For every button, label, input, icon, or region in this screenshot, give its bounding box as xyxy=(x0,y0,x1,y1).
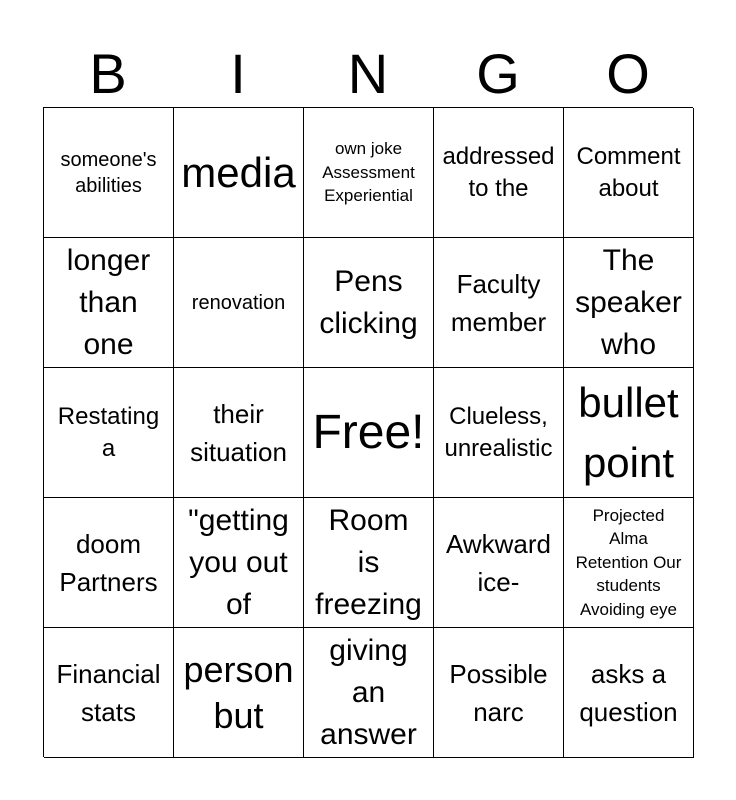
bingo-cell[interactable] xyxy=(44,368,174,498)
bingo-cell[interactable] xyxy=(434,238,564,368)
free-space-text: Free! xyxy=(312,405,425,459)
cell-text: Room is freezing xyxy=(315,503,422,621)
bingo-cell[interactable] xyxy=(564,628,694,758)
bingo-cell[interactable] xyxy=(434,498,564,628)
bingo-cell[interactable] xyxy=(304,108,434,238)
bingo-cell[interactable] xyxy=(304,238,434,368)
header-letter-n: N xyxy=(347,42,389,105)
cell-text: Pens clicking xyxy=(319,264,418,340)
cell-text: asks a question xyxy=(579,658,678,727)
bingo-cell[interactable] xyxy=(44,498,174,628)
cell-text: someone's abilities xyxy=(60,148,157,197)
bingo-cell[interactable] xyxy=(174,628,304,758)
cell-text: The speaker who xyxy=(575,243,682,361)
header-letter-i: I xyxy=(230,42,246,105)
bingo-board xyxy=(43,107,693,757)
bingo-cell[interactable] xyxy=(44,238,174,368)
cell-text: their situation xyxy=(190,398,287,467)
cell-text: Projected Alma Retention Our students Avoiding eye xyxy=(575,505,682,619)
cell-text: giving an answer xyxy=(320,633,417,751)
bingo-cell[interactable] xyxy=(44,108,174,238)
bingo-cell[interactable] xyxy=(434,368,564,498)
header-letter-g: G xyxy=(476,42,520,105)
bingo-cell[interactable] xyxy=(434,628,564,758)
cell-text: "getting you out of xyxy=(188,503,289,621)
header-letter-o: O xyxy=(606,42,650,105)
bingo-cell[interactable] xyxy=(304,628,434,758)
cell-text: addressed to the xyxy=(442,142,555,202)
cell-text: renovation xyxy=(191,291,286,314)
bingo-cell[interactable] xyxy=(174,108,304,238)
free-space-cell[interactable] xyxy=(304,368,434,498)
cell-text: bullet point xyxy=(578,378,679,486)
bingo-cell[interactable] xyxy=(44,628,174,758)
cell-text: Awkward ice- xyxy=(445,528,551,597)
bingo-cell[interactable] xyxy=(174,238,304,368)
cell-text: Restating a xyxy=(57,402,160,462)
cell-text: media xyxy=(181,148,296,196)
bingo-cell[interactable] xyxy=(564,368,694,498)
cell-text: longer than one xyxy=(66,243,151,361)
bingo-cell[interactable] xyxy=(564,108,694,238)
bingo-cell[interactable] xyxy=(434,108,564,238)
cell-text: Clueless, unrealistic xyxy=(444,402,553,462)
cell-text: doom Partners xyxy=(59,528,158,597)
cell-text: Financial stats xyxy=(56,658,161,727)
bingo-cell[interactable] xyxy=(174,368,304,498)
cell-text: Possible narc xyxy=(449,658,548,727)
cell-text: Faculty member xyxy=(450,268,547,337)
bingo-cell[interactable] xyxy=(304,498,434,628)
bingo-header xyxy=(43,40,693,108)
bingo-cell[interactable] xyxy=(564,498,694,628)
cell-text: person but xyxy=(183,648,294,736)
bingo-cell[interactable] xyxy=(564,238,694,368)
bingo-cell[interactable] xyxy=(174,498,304,628)
cell-text: own joke Assessment Experiential xyxy=(322,139,415,206)
header-letter-b: B xyxy=(89,42,127,105)
cell-text: Comment about xyxy=(576,142,681,202)
